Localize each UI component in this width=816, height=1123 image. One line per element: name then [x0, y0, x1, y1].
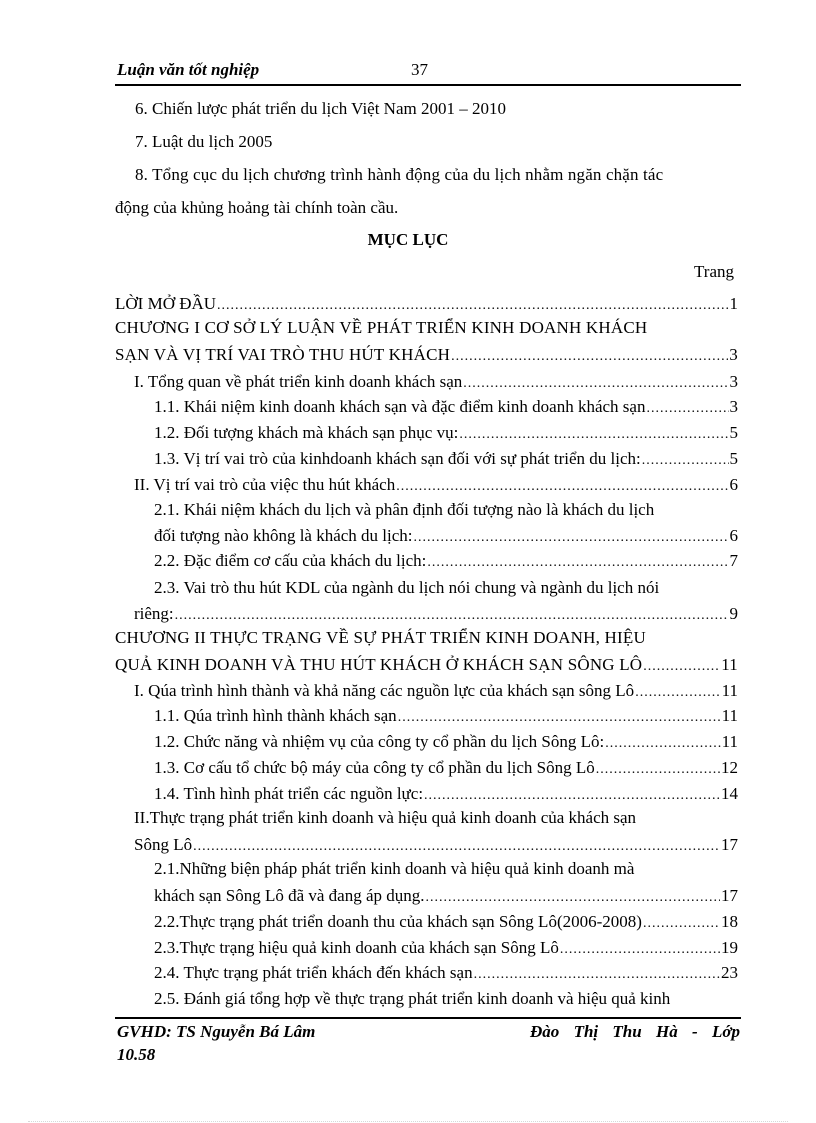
toc-entry-text: khách sạn Sông Lô đã và đang áp dụng.: [154, 886, 425, 905]
toc-entry: [154, 397, 738, 417]
toc-entry-text: SẠN VÀ VỊ TRÍ VAI TRÒ THU HÚT KHÁCH: [115, 345, 451, 364]
toc-entry-page: 5: [729, 449, 738, 468]
toc-entry-text: 2.3.Thực trạng hiệu quả kinh doanh của khách sạn Sông Lô: [154, 938, 559, 957]
toc-entry-text: Sông Lô: [134, 835, 193, 854]
reference-6: 6. Chiến lược phát triển du lịch Việt Nam 2001 – 2010: [135, 99, 506, 118]
toc-entry: [134, 835, 738, 855]
toc-entry-page: 11: [721, 655, 738, 674]
toc-entry-text: 2.2. Đặc điểm cơ cấu của khách du lịch:: [154, 551, 427, 570]
toc-entry-page: 18: [721, 912, 738, 931]
reference-7: 7. Luật du lịch 2005: [135, 132, 273, 151]
header-rule: [115, 84, 741, 86]
toc-entry-page: 3: [729, 372, 738, 391]
toc-entry-text: LỜI MỞ ĐẦU: [115, 294, 217, 313]
toc-entry: [154, 551, 738, 571]
toc-entry-line: II.Thực trạng phát triển kinh doanh và hiệu quả kinh doanh của khách sạn: [134, 808, 637, 827]
toc-chapter-1: CHƯƠNG I CƠ SỞ LÝ LUẬN VỀ PHÁT TRIỂN KINH DOANH KHÁCH: [115, 318, 648, 337]
toc-entry-line: 2.3. Vai trò thu hút KDL của ngành du lịch nói chung và ngành du lịch nói: [154, 578, 660, 597]
toc-entry: [154, 758, 738, 778]
toc-entry-line: 2.1. Khái niệm khách du lịch và phân định đối tượng nào là khách du lịch: [154, 500, 655, 519]
toc-entry-page: 11: [721, 681, 738, 700]
toc-page-label: Trang: [694, 262, 734, 281]
toc-entry-page: 14: [721, 784, 738, 803]
toc-entry-page: 11: [721, 732, 738, 751]
toc-entry: [154, 938, 738, 958]
toc-entry-page: 9: [729, 604, 738, 623]
toc-entry-text: 1.2. Chức năng và nhiệm vụ của công ty cổ phần du lịch Sông Lô:: [154, 732, 605, 751]
toc-heading: MỤC LỤC: [367, 230, 449, 249]
footer-rule: [115, 1017, 741, 1019]
footer-advisor: GVHD: TS Nguyễn Bá Lâm: [117, 1022, 316, 1041]
toc-entry: [154, 423, 738, 443]
toc-entry: [115, 345, 738, 365]
reference-8-continued: động của khủng hoảng tài chính toàn cầu.: [115, 198, 399, 217]
toc-entry-page: 19: [721, 938, 738, 957]
toc-entry-text: QUẢ KINH DOANH VÀ THU HÚT KHÁCH Ở KHÁCH SẠN SÔNG LÔ: [115, 655, 643, 674]
toc-entry-page: 1: [729, 294, 738, 313]
toc-entry-text: 2.4. Thực trạng phát triển khách đến khách sạn: [154, 963, 473, 982]
toc-entry-text: 1.4. Tình hình phát triển các nguồn lực:: [154, 784, 424, 803]
toc-chapter-2: CHƯƠNG II THỰC TRẠNG VỀ SỰ PHÁT TRIỂN KINH DOANH, HIỆU: [115, 628, 646, 647]
toc-entry-text: II. Vị trí vai trò của việc thu hút khách: [134, 475, 396, 494]
toc-entry-page: 17: [721, 835, 738, 854]
toc-entry-text: 1.1. Qúa trình hình thành khách sạn: [154, 706, 397, 725]
toc-entry-page: 17: [721, 886, 738, 905]
header-title: Luận văn tốt nghiệp: [117, 60, 260, 79]
footer-class-code: 10.58: [117, 1045, 156, 1064]
toc-entry-page: 12: [721, 758, 738, 777]
toc-entry-text: 2.2.Thực trạng phát triển doanh thu của khách sạn Sông Lô(2006-2008): [154, 912, 642, 931]
toc-entry-text: I. Tổng quan về phát triển kinh doanh khách sạn: [134, 372, 463, 391]
toc-entry-page: 6: [729, 526, 738, 545]
toc-entry: [154, 963, 738, 983]
toc-entry-text: 1.1. Khái niệm kinh doanh khách sạn và đặc điểm kinh doanh khách sạn: [154, 397, 646, 416]
footer-author: Đào Thị Thu Hà - Lớp: [530, 1022, 740, 1041]
toc-entry: [115, 294, 738, 314]
toc-entry-text: 1.3. Vị trí vai trò của kinhdoanh khách sạn đối với sự phát triển du lịch:: [154, 449, 641, 468]
toc-entry-text: I. Qúa trình hình thành và khả năng các nguồn lực của khách sạn sông Lô: [134, 681, 635, 700]
toc-entry-text: riêng:: [134, 604, 174, 623]
toc-entry: [134, 475, 738, 495]
toc-entry-page: 3: [729, 397, 738, 416]
toc-entry: [154, 449, 738, 469]
toc-entry-page: 6: [729, 475, 738, 494]
toc-entry-line: 2.1.Những biện pháp phát triển kinh doanh và hiệu quả kinh doanh mà: [154, 859, 635, 878]
reference-8: 8. Tổng cục du lịch chương trình hành động của du lịch nhằm ngăn chặn tác: [135, 165, 664, 184]
toc-entry-page: 11: [721, 706, 738, 725]
toc-entry-text: 1.2. Đối tượng khách mà khách sạn phục vụ:: [154, 423, 459, 442]
toc-entry-page: 7: [729, 551, 738, 570]
toc-entry: [115, 655, 738, 675]
toc-entry-text: 1.3. Cơ cấu tổ chức bộ máy của công ty cổ phần du lịch Sông Lô: [154, 758, 595, 777]
toc-entry: [134, 372, 738, 392]
toc-entry: [154, 886, 738, 906]
toc-entry-text: đối tượng nào không là khách du lịch:: [154, 526, 413, 545]
toc-entry: [134, 604, 738, 624]
toc-entry-page: 23: [721, 963, 738, 982]
toc-entry: [154, 706, 738, 726]
toc-entry: [154, 912, 738, 932]
toc-entry: [154, 526, 738, 546]
page-edge: [28, 1121, 788, 1122]
toc-entry-page: 5: [729, 423, 738, 442]
toc-entry: [154, 784, 738, 804]
toc-entry: [154, 732, 738, 752]
toc-entry: [134, 681, 738, 701]
page-number: 37: [411, 60, 428, 79]
toc-entry-page: 3: [729, 345, 738, 364]
toc-entry-line: 2.5. Đánh giá tổng hợp về thực trạng phát triển kinh doanh và hiệu quả kinh: [154, 989, 671, 1008]
